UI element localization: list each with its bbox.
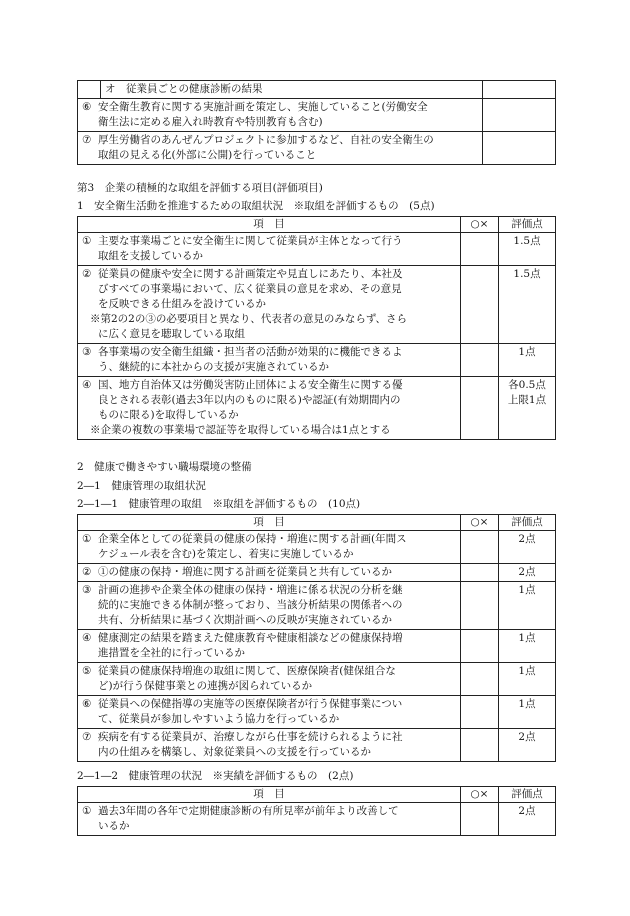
subsection-title: 2―1 健康管理の取組状況 bbox=[77, 480, 206, 492]
header-check: ○× bbox=[461, 217, 499, 233]
row-line: を反映できる仕組みを設けているか bbox=[98, 298, 266, 310]
header-item: 項 目 bbox=[78, 515, 461, 531]
table-row bbox=[78, 531, 556, 564]
header-points: 評価点 bbox=[499, 217, 556, 233]
table-row bbox=[78, 132, 483, 165]
row-line: 主要な事業場ごとに安全衛生に関して従業員が主体となって行う bbox=[98, 235, 403, 247]
table-safety-activities bbox=[77, 216, 556, 440]
check-cell bbox=[461, 344, 499, 377]
table-continued bbox=[77, 80, 483, 165]
points-cell: 1点 bbox=[499, 344, 556, 377]
points-cell: 1.5点 bbox=[499, 233, 556, 266]
row-number: ⑦ bbox=[82, 134, 92, 146]
row-line: 取組を支援しているか bbox=[98, 250, 203, 262]
header-check: ○× bbox=[461, 515, 499, 531]
check-cell bbox=[461, 582, 499, 630]
row-number: ① bbox=[82, 805, 92, 817]
row-line: 従業員の健康や安全に関する計画策定や見直しにあたり、本社及 bbox=[98, 268, 403, 280]
check-cell bbox=[461, 266, 499, 344]
row-line: 進措置を全社的に行っているか bbox=[98, 647, 245, 659]
row-note: に広く意見を聴取している取組 bbox=[98, 328, 245, 340]
row-line: いるか bbox=[98, 820, 130, 832]
row-line: 厚生労働省のあんぜんプロジェクトに参加するなど、自社の安全衛生の bbox=[98, 134, 434, 146]
table-row bbox=[78, 582, 556, 630]
points-cell: 2点 bbox=[499, 803, 556, 836]
row-line: 取組の見える化(外部に公開)を行っていること bbox=[98, 149, 317, 161]
table-health-status bbox=[77, 786, 556, 836]
table-header-row bbox=[78, 787, 556, 803]
subsection-title: 1 安全衛生活動を推進するための取組状況 ※取組を評価するもの (5点) bbox=[77, 200, 435, 212]
table-header-row bbox=[78, 217, 556, 233]
row-line: ど)が行う保健事業との連携が図られているか bbox=[98, 680, 313, 692]
row-line: 過去3年間の各年で定期健康診断の有所見率が前年より改善して bbox=[98, 805, 399, 817]
table-row bbox=[78, 81, 483, 99]
table-row bbox=[78, 729, 556, 762]
row-line: びすべての事業場において、広く従業員の意見を求め、その意見 bbox=[98, 283, 402, 295]
check-cell bbox=[461, 233, 499, 266]
row-line: ケジュール表を含む)を策定し、着実に実施しているか bbox=[98, 548, 354, 560]
points-cell: 1点 bbox=[499, 630, 556, 663]
table-row bbox=[78, 233, 556, 266]
header-item: 項 目 bbox=[78, 217, 461, 233]
table-row bbox=[78, 344, 556, 377]
row-number: ② bbox=[82, 268, 92, 280]
table-health-management bbox=[77, 514, 556, 762]
row-line: 内の仕組みを構築し、対象従業員への支援を行っているか bbox=[98, 746, 371, 758]
row-line: 健康測定の結果を踏まえた健康教育や健康相談などの健康保持増 bbox=[98, 632, 403, 644]
row-line: 安全衛生教育に関する実施計画を策定し、実施していること(労働安全 bbox=[98, 101, 428, 113]
row-line: 続的に実施できる体制が整っており、当該分析結果の関係者への bbox=[98, 599, 403, 611]
row-note: ※企業の複数の事業場で認証等を取得している場合は1点とする bbox=[90, 424, 391, 436]
header-check: ○× bbox=[461, 787, 499, 803]
table-row bbox=[78, 696, 556, 729]
check-cell bbox=[461, 729, 499, 762]
row-line: う、継続的に本社からの支援が実施されているか bbox=[98, 361, 329, 373]
row-number: ③ bbox=[82, 584, 92, 596]
row-number: ② bbox=[82, 566, 92, 578]
points-cell: 2点 bbox=[499, 564, 556, 582]
check-cell bbox=[461, 531, 499, 564]
section-title: 第3 企業の積極的な取組を評価する項目(評価項目) bbox=[77, 182, 323, 194]
subsection-title: 2―1―2 健康管理の状況 ※実績を評価するもの (2点) bbox=[77, 770, 354, 782]
row-number: ④ bbox=[82, 632, 92, 644]
row-line: 従業員の健康保持増進の取組に関して、医療保険者(健保組合な bbox=[98, 665, 396, 677]
table-row bbox=[78, 564, 556, 582]
points-cell: 2点 bbox=[499, 729, 556, 762]
check-cell bbox=[461, 564, 499, 582]
row-line: 計画の進捗や企業全体の健康の保持・増進に係る状況の分析を継 bbox=[98, 584, 403, 596]
row-text: オ 従業員ごとの健康診断の結果 bbox=[105, 83, 263, 95]
points-cell bbox=[499, 377, 556, 440]
check-cell bbox=[461, 663, 499, 696]
row-line: 従業員への保健指導の実施等の医療保険者が行う保健事業につい bbox=[98, 698, 403, 710]
row-line: ①の健康の保持・増進に関する計画を従業員と共有しているか bbox=[98, 566, 392, 578]
table-row bbox=[78, 630, 556, 663]
header-item: 項 目 bbox=[78, 787, 461, 803]
table-row bbox=[78, 663, 556, 696]
row-note: ※第2の2の③の必要項目と異なり、代表者の意見のみならず、さら bbox=[90, 313, 408, 325]
row-line: 国、地方自治体又は労働災害防止団体による安全衛生に関する優 bbox=[98, 379, 403, 391]
row-line: 良とされる表彰(過去3年以内のものに限る)や認証(有効期間内の bbox=[98, 394, 401, 406]
table-header-row bbox=[78, 515, 556, 531]
row-number: ③ bbox=[82, 346, 92, 358]
points-line: 上限1点 bbox=[507, 394, 547, 406]
row-number: ④ bbox=[82, 379, 92, 391]
subsection-title: 2―1―1 健康管理の取組 ※取組を評価するもの (10点) bbox=[77, 498, 361, 510]
table-row bbox=[78, 99, 483, 132]
row-number: ⑥ bbox=[82, 698, 92, 710]
table-row bbox=[78, 803, 556, 836]
points-cell: 1.5点 bbox=[499, 266, 556, 344]
points-line: 各0.5点 bbox=[508, 379, 546, 391]
section-title: 2 健康で働きやすい職場環境の整備 bbox=[77, 461, 252, 473]
row-line: て、従業員が参加しやすいよう協力を行っているか bbox=[98, 713, 340, 725]
row-number: ⑤ bbox=[82, 665, 92, 677]
row-line: 疾病を有する従業員が、治療しながら仕事を続けられるように社 bbox=[98, 731, 403, 743]
check-cell bbox=[461, 630, 499, 663]
points-cell: 1点 bbox=[499, 663, 556, 696]
row-number: ① bbox=[82, 533, 92, 545]
header-points: 評価点 bbox=[499, 515, 556, 531]
check-cell bbox=[461, 696, 499, 729]
row-number: ⑦ bbox=[82, 731, 92, 743]
row-line: 共有、分析結果に基づく次期計画への反映が実施されているか bbox=[98, 614, 392, 626]
row-number: ⑥ bbox=[82, 101, 92, 113]
points-cell: 1点 bbox=[499, 582, 556, 630]
points-cell: 1点 bbox=[499, 696, 556, 729]
table-row bbox=[78, 266, 556, 344]
row-line: 企業全体としての従業員の健康の保持・増進に関する計画(年間ス bbox=[98, 533, 407, 545]
check-cell bbox=[461, 377, 499, 440]
header-points: 評価点 bbox=[499, 787, 556, 803]
points-cell: 2点 bbox=[499, 531, 556, 564]
row-line: 衛生法に定める雇入れ時教育や特別教育も含む) bbox=[98, 116, 323, 128]
row-line: 各事業場の安全衛生組織・担当者の活動が効果的に機能できるよ bbox=[98, 346, 403, 358]
table-row bbox=[78, 377, 556, 440]
check-cell bbox=[461, 803, 499, 836]
row-number: ① bbox=[82, 235, 92, 247]
row-line: ものに限る)を取得しているか bbox=[98, 409, 239, 421]
table-continued-check-column bbox=[482, 80, 556, 165]
